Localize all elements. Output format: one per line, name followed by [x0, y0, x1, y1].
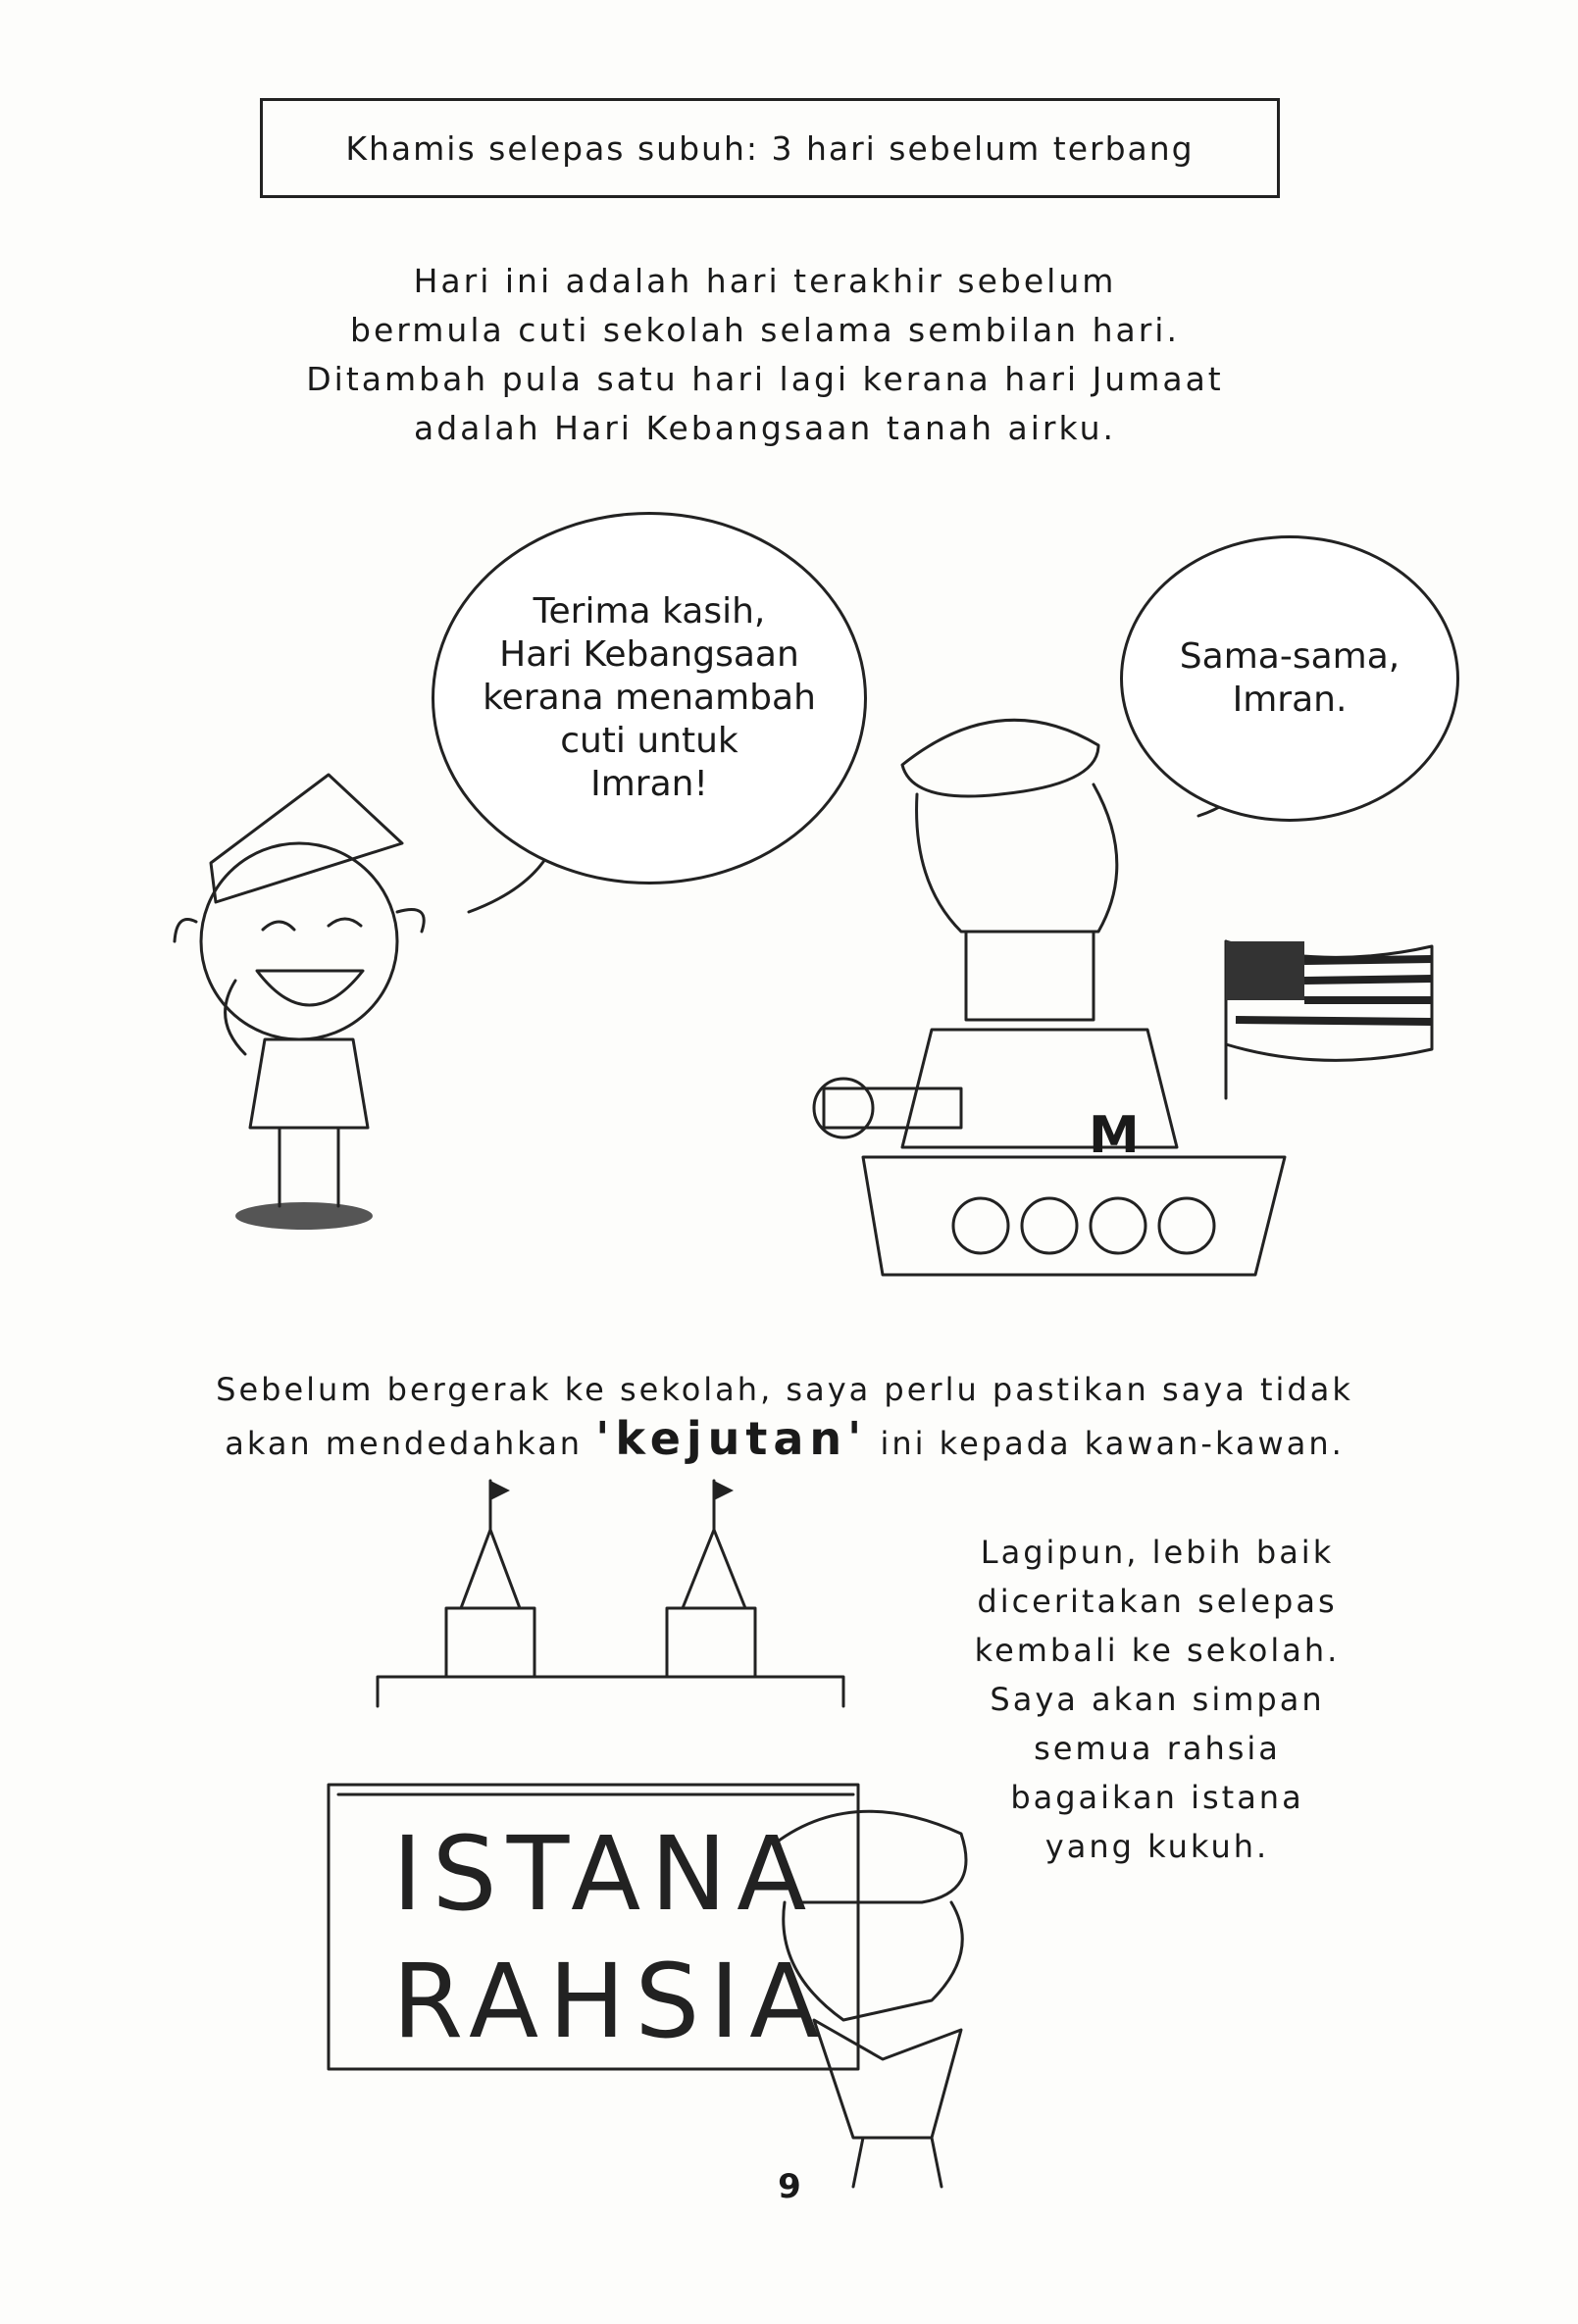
boy-character	[175, 775, 424, 1230]
middle-line-2	[167, 1414, 1402, 1468]
bubble-line: Hari Kebangsaan	[499, 634, 799, 675]
soldier-hair	[917, 784, 1117, 932]
malaysia-flag	[1226, 941, 1432, 1060]
soldier-body	[966, 932, 1094, 1020]
speech-bubble-reply	[1120, 535, 1459, 822]
boy-mouth	[257, 971, 363, 1005]
right-line: kembali ke sekolah.	[974, 1632, 1341, 1669]
bubble-line: Imran.	[1232, 680, 1348, 720]
boy-body	[250, 1039, 368, 1128]
right-line: semua rahsia	[1034, 1730, 1281, 1767]
right-paragraph	[951, 1528, 1363, 1871]
bubble-line: Terima kasih,	[533, 591, 766, 632]
boy-head	[201, 843, 397, 1039]
right-line: bagaikan istana	[1010, 1779, 1304, 1816]
right-line: Lagipun, lebih baik	[980, 1534, 1335, 1571]
boy-songkok	[211, 775, 402, 902]
right-line: Saya akan simpan	[990, 1681, 1325, 1718]
tank-cannon	[824, 1088, 961, 1128]
castle-tower-left-roof	[461, 1530, 520, 1608]
middle-paragraph	[167, 1365, 1402, 1468]
intro-line: adalah Hari Kebangsaan tanah airku.	[414, 409, 1116, 447]
middle-line-2-end: ini kepada kawan-kawan.	[867, 1425, 1345, 1462]
tank-emblem: M	[1089, 1106, 1140, 1165]
right-line: yang kukuh.	[1044, 1828, 1270, 1865]
middle-line-1: Sebelum bergerak ke sekolah, saya perlu pastikan saya tidak	[216, 1371, 1353, 1408]
intro-line: bermula cuti sekolah selama sembilan hari.	[350, 311, 1180, 349]
soldier-cap	[902, 720, 1098, 796]
header-text: Khamis selepas subuh: 3 hari sebelum terbang	[345, 128, 1195, 168]
bubble-line: kerana menambah	[483, 678, 816, 718]
boy-legs	[280, 1128, 338, 1206]
middle-line-2-start: akan mendedahkan	[225, 1425, 596, 1462]
bubble-line: cuti untuk	[560, 721, 738, 761]
speech-bubble-imran	[432, 512, 867, 884]
intro-line: Hari ini adalah hari terakhir sebelum	[413, 262, 1117, 300]
bubble-line: Sama-sama,	[1179, 636, 1400, 677]
castle-sign-line-2: RAHSIA	[392, 1942, 830, 2061]
kejutan-highlight: 'kejutan'	[595, 1412, 868, 1465]
right-line: diceritakan selepas	[977, 1583, 1338, 1620]
castle-tower-right-roof	[683, 1530, 745, 1608]
intro-line: Ditambah pula satu hari lagi kerana hari Jumaat	[306, 360, 1224, 398]
bubble-line: Imran!	[590, 764, 708, 804]
castle-sign-line-1: ISTANA	[392, 1814, 817, 1934]
page-number: 9	[778, 2167, 801, 2206]
boy-shadow	[235, 1202, 373, 1230]
boy-eyes	[263, 919, 361, 930]
